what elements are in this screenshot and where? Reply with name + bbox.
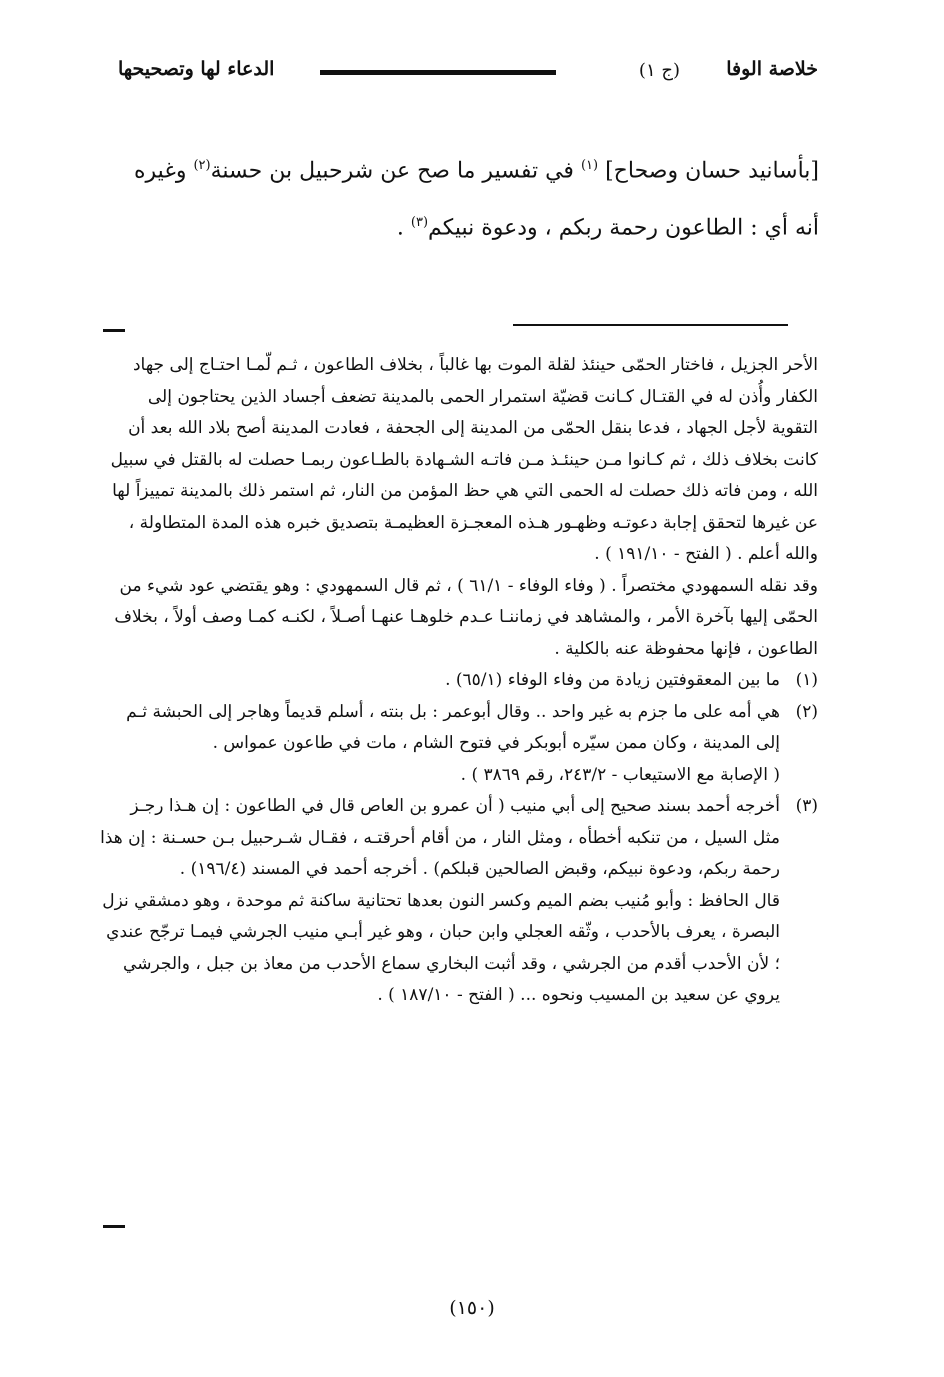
footnote-ref-2: (٢) <box>193 158 211 173</box>
main-line-1 <box>95 140 819 197</box>
footnote-separator <box>513 324 788 326</box>
footnote-number: (٢) <box>795 701 818 722</box>
running-header <box>118 58 818 92</box>
footnote-text: ما بين المعقوفتين زيادة من وفاء الوفاء (٦٥/١) . <box>445 670 780 690</box>
footnote-text: هي أمه على ما جزم به غير واحد .. وقال أبوعمر : بل بنته ، أسلم قديماً وهاجر إلى الحبشة ثـم إلى المدينة ، وكان ممن سيّره أبوبكر في فتوح الشام ، مات في طاعون عمواس . <box>126 701 780 753</box>
footnotes-area <box>100 350 818 1012</box>
main-text-part-3: وغيره <box>134 158 187 184</box>
continuation-paragraph-2: وقد نقله السمهودي مختصراً . ( وفاء الوفاء - ٦١/١ ) ، ثم قال السمهودي : وهو يقتضي عود شيء من الحمّى إليها بآخرة الأمر ، والمشاهد في زماننـا عـدم خلوهـا عنهـا أصـلاً ، لكنـه كمـا وصف أولاً ، بخلاف الطاعون ، فإنها محفوظة عنه بالكلية . <box>114 575 818 659</box>
footnote-citation: ( الإصابة مع الاستيعاب - ٢٤٣/٢، رقم ٣٨٦٩ ) . <box>460 764 780 785</box>
page-number: (١٥٠) <box>449 1297 495 1319</box>
footnote-ref-1: (١) <box>580 158 599 173</box>
volume-label: (ج ١) <box>638 60 680 81</box>
main-text-end: . <box>396 215 404 241</box>
footnote-number: (١) <box>795 670 818 690</box>
main-text <box>95 140 819 255</box>
footnote-end-dash <box>103 1225 125 1228</box>
footnote-1 <box>100 665 818 697</box>
chapter-title: الدعاء لها وتصحيحها <box>118 58 275 80</box>
main-text-part-2: في تفسير ما صح عن شرحبيل بن حسنة <box>210 158 574 184</box>
main-text-part-4: أنه أي : الطاعون رحمة ربكم ، ودعوة نبيكم <box>428 215 819 241</box>
footnote-note: قال الحافظ : وأبو مُنيب بضم الميم وكسر النون بعدها تحتانية ساكنة ثم موحدة ، وهو دمشقي نزل البصرة ، يعرف بالأحدب ، وثّقه العجلي وابن حبان ، وهو غير أبـي منيب الجرشي فيمـا ترجّح عندي ؛ لأن الأحدب أقدم من الجرشي ، وقد أثبت البخاري سماع الأحدب من معاذ بن جبل ، والجرشي يروي عن سعيد بن المسيب ونحوه ... ( الفتح - ١٨٧/١٠ ) . <box>102 890 780 1005</box>
footnote-ref-3: (٣) <box>410 215 429 231</box>
main-line-2 <box>95 197 819 254</box>
footnote-continuation <box>100 350 818 665</box>
footnote-2 <box>100 697 818 792</box>
footnote-text: أخرجه أحمد بسند صحيح إلى أبي منيب ( أن عمرو بن العاص قال في الطاعون : إن هـذا رجـز مثل السيل ، من تنكبه أخطأه ، ومثل النار ، من أقام أحرقتـه ، فقـال شـرحبيل بـن حسـنة : إن هذا رحمة ربكم، ودعوة نبيكم، وقبض الصالحين قبلكم) . أخرجه أحمد في المسند (١٩٦/٤) . <box>100 796 780 879</box>
main-text-part-1: [بأسانيد حسان وصحاح] <box>605 158 819 184</box>
separator-dash <box>103 329 125 332</box>
footnote-number: (٣) <box>795 796 818 816</box>
book-title: خلاصة الوفا <box>726 58 818 80</box>
header-rule <box>320 70 556 75</box>
continuation-paragraph-1: الأحر الجزيل ، فاختار الحمّى حينئذ لقلة الموت بها غالباً ، بخلاف الطاعون ، ثـم لّمـا احتـاج إلى جهاد الكفار وأُذن له في القتـال كـانت قضيّة استمرار الحمى بالمدينة تضعف أجساد الذين يحتاجون إلى التقوية لأجل الجهاد ، فدعا بنقل الحمّى من المدينة إلى الجحفة ، فعادت المدينة أصح بلاد الله بعد أن كانت بخلاف ذلك ، ثم كـانوا مـن حينئـذ مـن فاتـه الشـهادة بالطـاعون ربمـا حصلت له بالقتل في سبيل الله ، ومن فاته ذلك حصلت له الحمى التي هي حظ المؤمن من النار، ثم استمر ذلك بالمدينة تمييزاً لها عن غيرها لتحقق إجابة دعوتـه وظهـور هـذه المعجـزة العظيمـة بتصديق خبره هذه المدة المتطاولة ، والله أعلم . ( الفتح - ١٩١/١٠ ) . <box>110 355 818 564</box>
footnote-3 <box>100 791 818 1012</box>
